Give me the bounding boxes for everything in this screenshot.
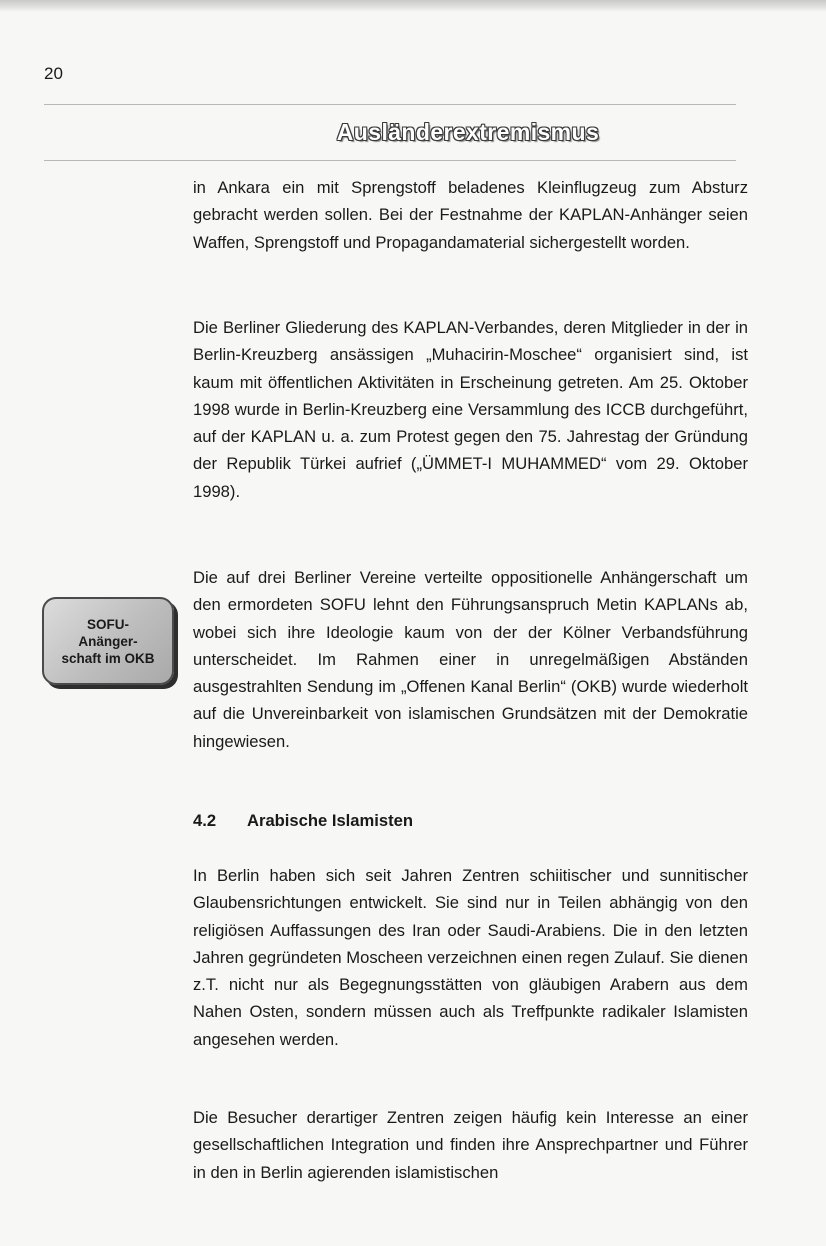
header-rule-bottom: [44, 160, 736, 161]
paragraph-1: in Ankara ein mit Sprengstoff beladenes Kleinflugzeug zum Absturz gebracht werden sollen. Bei der Festnahme der KAPLAN-Anhänger seien Waffen, Sprengstoff und Propagandamaterial sichergestellt worden.: [193, 178, 748, 252]
section-heading: [193, 809, 413, 833]
scan-edge-shadow: [0, 0, 826, 12]
margin-note-label: SOFU- Anänger- schaft im OKB: [61, 616, 155, 666]
running-header: Ausländerextremismus: [336, 119, 600, 145]
margin-note-box: [42, 597, 174, 685]
page-number: 20: [44, 64, 63, 83]
paragraph-5: Die Besucher derartiger Zentren zeigen häufig kein Interesse an einer gesellschaftlichen Integration und finden ihre Ansprechpartner und Führer in den in Berlin agierenden islamistischen: [193, 1108, 748, 1182]
paragraph-2: Die Berliner Gliederung des KAPLAN-Verbandes, deren Mitglieder in der in Berlin-Kreuzberg ansässigen „Muhacirin-Moschee“ organisiert sind, ist kaum mit öffentlichen Aktivitäten in Erscheinung getreten. Am 25. Oktober 1998 wurde in Berlin-Kreuzberg eine Versammlung des ICCB durchgeführt, auf der KAPLAN u. a. zum Protest gegen den 75. Jahrestag der Gründung der Republik Türkei aufrief („ÜMMET-I MUHAMMED“ vom 29. Oktober 1998).: [193, 318, 748, 501]
paragraph-3: Die auf drei Berliner Vereine verteilte oppositionelle Anhängerschaft um den ermordeten SOFU lehnt den Führungsanspruch Metin KAPLANs ab, wobei sich ihre Ideologie kaum von der der Kölner Verbandsführung unterscheidet. Im Rahmen einer in unregelmäßigen Abständen ausgestrahlten Sendung im „Offenen Kanal Berlin“ (OKB) wurde wiederholt auf die Unvereinbarkeit von islamischen Grundsätzen mit der Demokratie hingewiesen.: [193, 568, 748, 751]
paragraph-4: In Berlin haben sich seit Jahren Zentren schiitischer und sunnitischer Glaubensrichtungen entwickelt. Sie sind nur in Teilen abhängig von den religiösen Auffassungen des Iran oder Saudi-Arabiens. Die in den letzten Jahren gegründeten Moscheen verzeichnen einen regen Zulauf. Sie dienen z.T. nicht nur als Begegnungsstätten von gläubigen Arabern aus dem Nahen Osten, sondern müssen auch als Treffpunkte radikaler Islamisten angesehen werden.: [193, 866, 748, 1049]
header-rule-top: [44, 104, 736, 105]
section-title: Arabische Islamisten: [247, 811, 414, 830]
section-number: 4.2: [193, 811, 217, 830]
